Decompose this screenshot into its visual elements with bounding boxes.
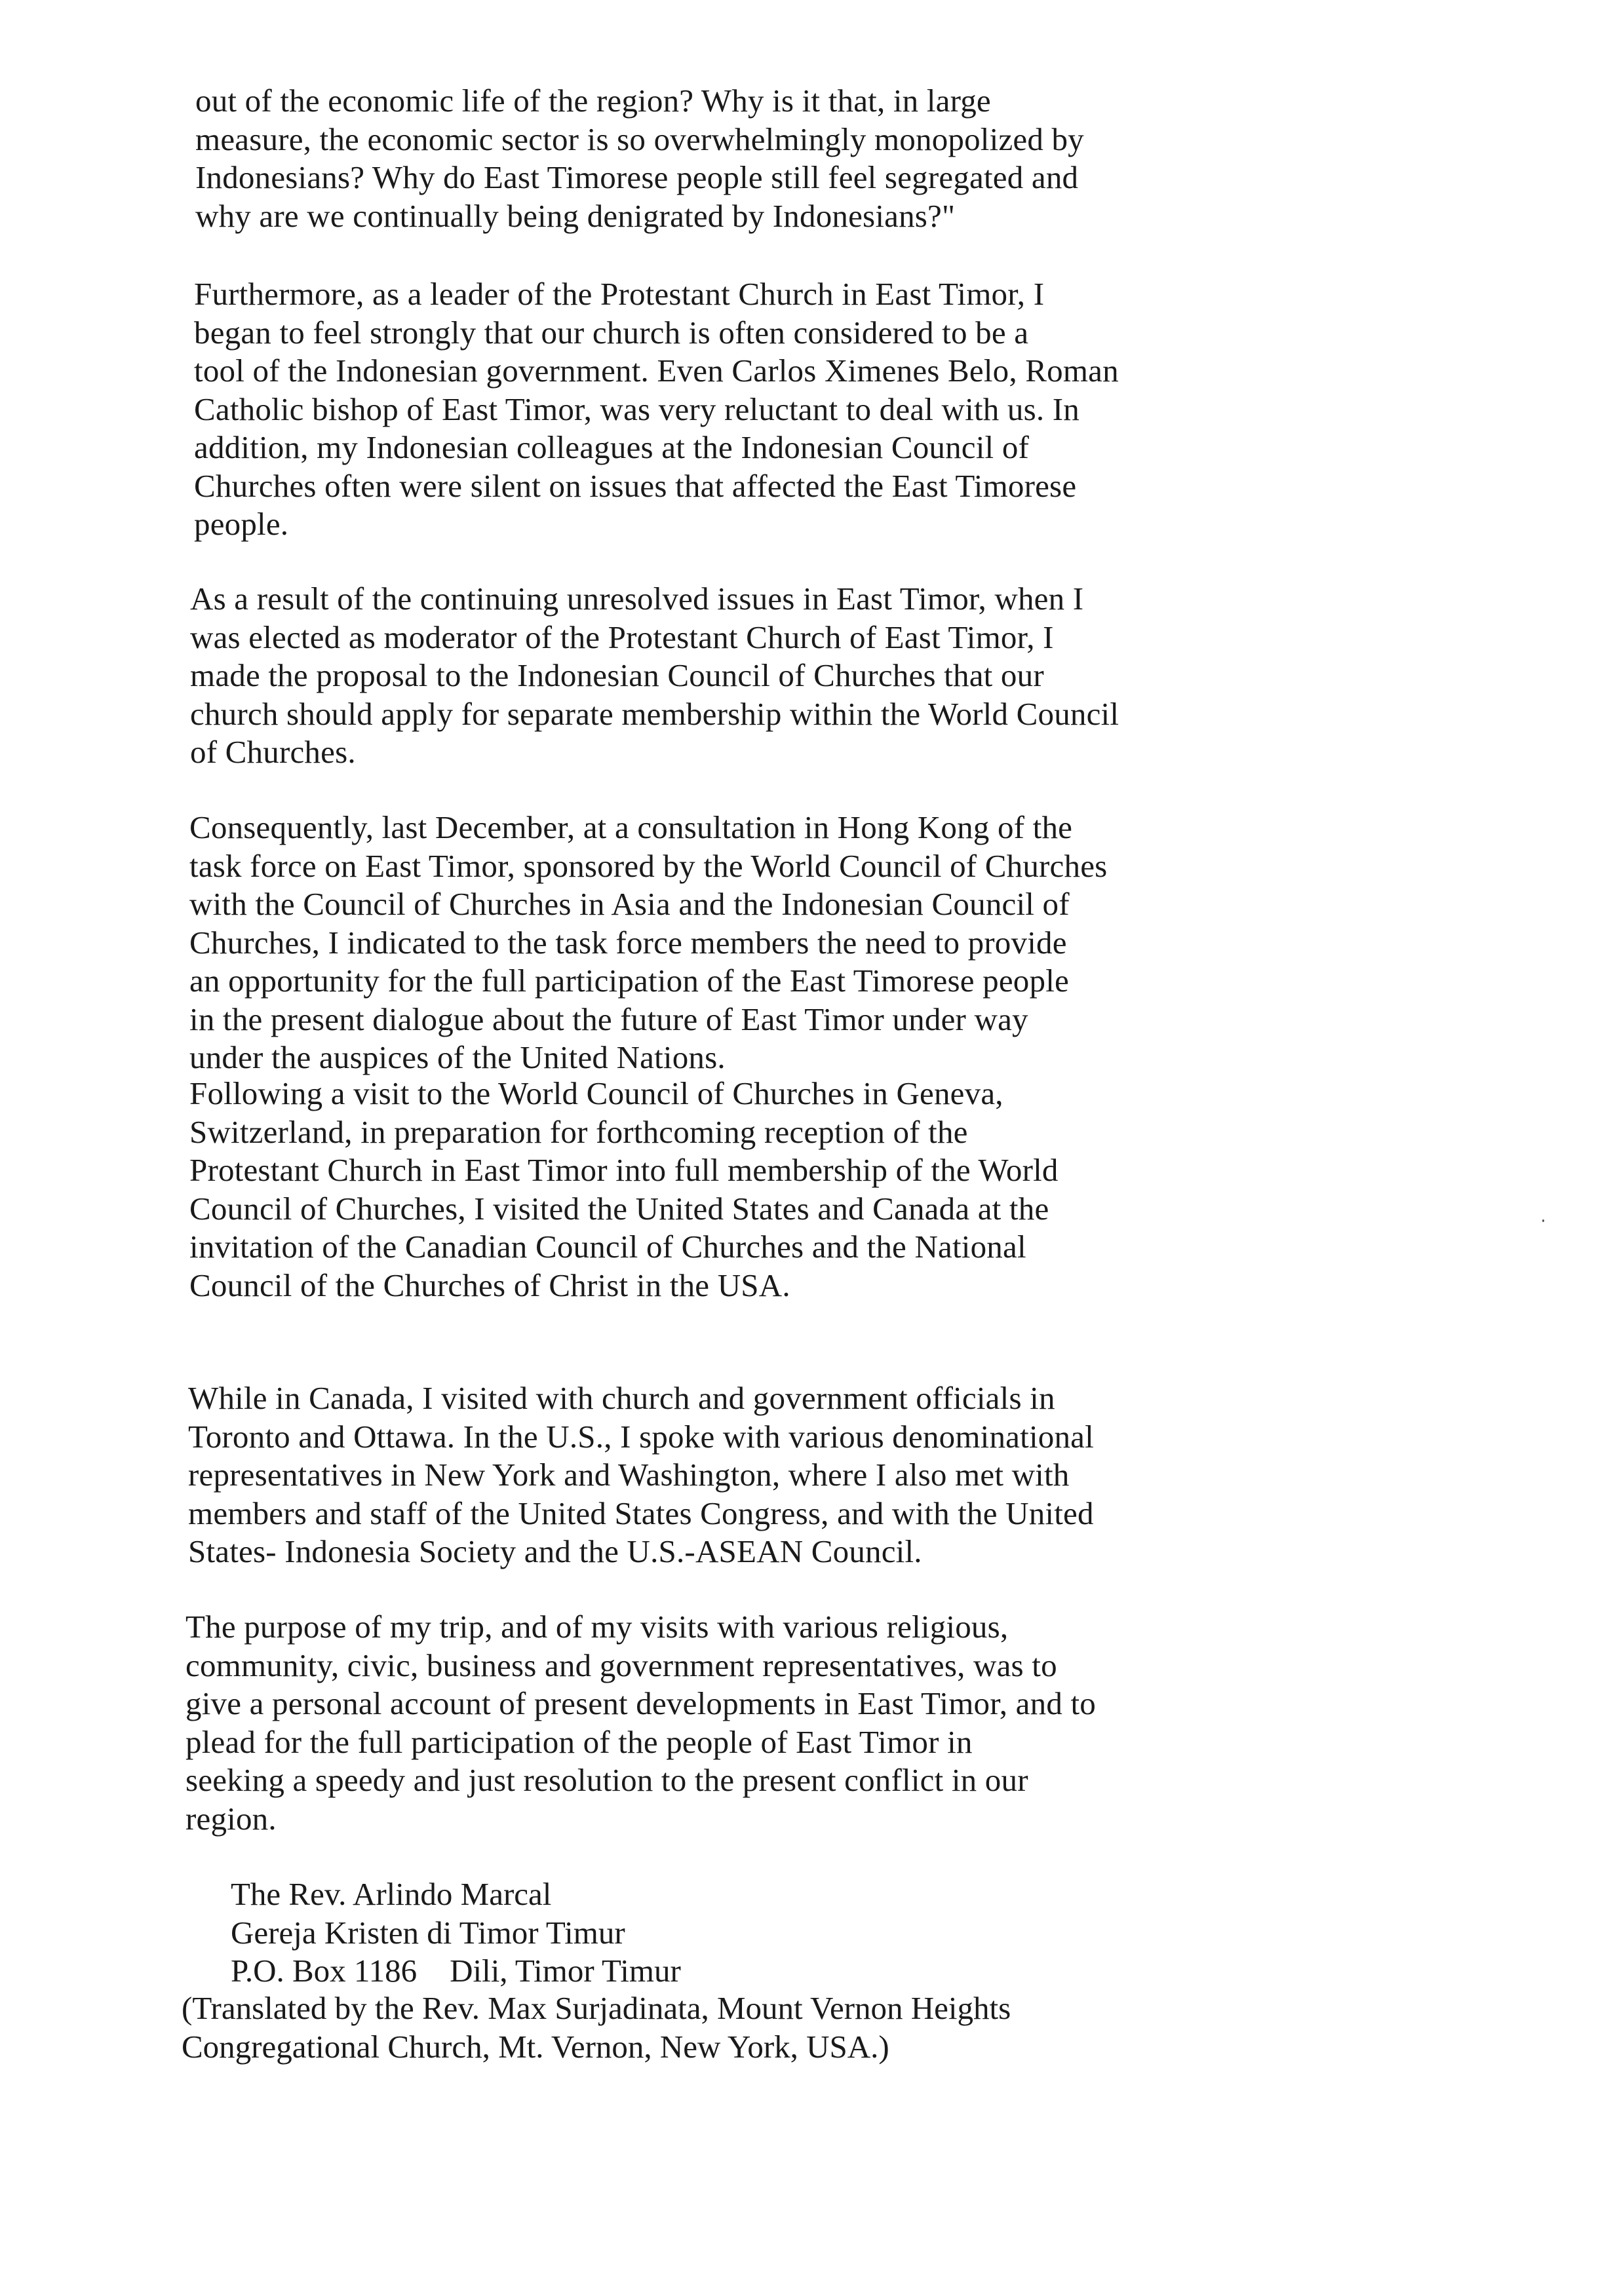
text-line: of Churches. bbox=[190, 734, 356, 770]
text-line: While in Canada, I visited with church and government officials in bbox=[188, 1380, 1055, 1416]
paragraph-5 bbox=[189, 1075, 1059, 1305]
text-line: measure, the economic sector is so overwhelmingly monopolized by bbox=[195, 121, 1084, 157]
paragraph-3 bbox=[190, 580, 1119, 772]
text-line: with the Council of Churches in Asia and the Indonesian Council of bbox=[189, 886, 1070, 922]
text-line: tool of the Indonesian government. Even Carlos Ximenes Belo, Roman bbox=[194, 353, 1119, 389]
text-line: community, civic, business and government representatives, was to bbox=[185, 1647, 1057, 1683]
text-line: members and staff of the United States Congress, and with the United bbox=[188, 1495, 1094, 1531]
translation-line: (Translated by the Rev. Max Surjadinata, Mount Vernon Heights bbox=[182, 1990, 1011, 2026]
text-line: Catholic bishop of East Timor, was very reluctant to deal with us. In bbox=[194, 391, 1080, 427]
text-line: representatives in New York and Washington, where I also met with bbox=[188, 1457, 1070, 1493]
signature-address bbox=[231, 1952, 681, 1991]
text-line: out of the economic life of the region? Why is it that, in large bbox=[195, 83, 991, 119]
text-line: addition, my Indonesian colleagues at the Indonesian Council of bbox=[194, 429, 1030, 465]
text-line: an opportunity for the full participation of the East Timorese people bbox=[189, 963, 1069, 999]
text-line: invitation of the Canadian Council of Churches and the National bbox=[189, 1229, 1026, 1265]
text-line: Indonesians? Why do East Timorese people still feel segregated and bbox=[195, 159, 1079, 195]
text-line: in the present dialogue about the future of East Timor under way bbox=[189, 1001, 1028, 1037]
paragraph-6 bbox=[188, 1379, 1094, 1571]
paragraph-7 bbox=[185, 1608, 1096, 1838]
text-line: why are we continually being denigrated by Indonesians?" bbox=[195, 197, 956, 234]
text-line: church should apply for separate membership within the World Council bbox=[190, 695, 1119, 732]
text-line: As a result of the continuing unresolved issues in East Timor, when I bbox=[190, 581, 1084, 617]
signature-block bbox=[231, 1875, 681, 1991]
po-box: P.O. Box 1186 bbox=[231, 1953, 418, 1989]
text-line: task force on East Timor, sponsored by the World Council of Churches bbox=[189, 847, 1108, 884]
paragraph-2 bbox=[194, 275, 1119, 544]
translation-line: Congregational Church, Mt. Vernon, New York, USA.) bbox=[182, 2028, 889, 2065]
text-line: Churches often were silent on issues that affected the East Timorese bbox=[194, 467, 1077, 504]
text-line: under the auspices of the United Nations. bbox=[189, 1039, 726, 1075]
text-line: region. bbox=[185, 1800, 277, 1837]
city: Dili, Timor Timur bbox=[450, 1953, 681, 1989]
text-line: The purpose of my trip, and of my visits with various religious, bbox=[185, 1609, 1009, 1645]
text-line: began to feel strongly that our church is often considered to be a bbox=[194, 314, 1029, 351]
text-line: Protestant Church in East Timor into full membership of the World bbox=[189, 1152, 1059, 1188]
text-line: Following a visit to the World Council of Churches in Geneva, bbox=[189, 1075, 1003, 1111]
translation-note bbox=[182, 1989, 1011, 2066]
text-line: made the proposal to the Indonesian Council of Churches that our bbox=[190, 657, 1044, 693]
text-line: Council of the Churches of Christ in the USA. bbox=[189, 1267, 790, 1303]
text-line: seeking a speedy and just resolution to the present conflict in our bbox=[185, 1762, 1028, 1798]
signature-name: The Rev. Arlindo Marcal bbox=[231, 1876, 552, 1912]
paragraph-4 bbox=[189, 809, 1107, 1077]
text-line: Council of Churches, I visited the United States and Canada at the bbox=[189, 1190, 1049, 1227]
text-line: people. bbox=[194, 506, 289, 542]
scan-speck bbox=[1542, 1219, 1544, 1222]
text-line: States- Indonesia Society and the U.S.-ASEAN Council. bbox=[188, 1533, 922, 1569]
text-line: Furthermore, as a leader of the Protestant Church in East Timor, I bbox=[194, 276, 1045, 312]
text-line: plead for the full participation of the people of East Timor in bbox=[185, 1723, 973, 1760]
text-line: Switzerland, in preparation for forthcoming reception of the bbox=[189, 1113, 968, 1150]
text-line: Toronto and Ottawa. In the U.S., I spoke with various denominational bbox=[188, 1418, 1094, 1455]
text-line: Churches, I indicated to the task force members the need to provide bbox=[189, 924, 1067, 961]
text-line: give a personal account of present developments in East Timor, and to bbox=[185, 1685, 1096, 1721]
signature-church: Gereja Kristen di Timor Timur bbox=[231, 1914, 625, 1951]
text-line: was elected as moderator of the Protestant Church of East Timor, I bbox=[190, 619, 1054, 655]
text-line: Consequently, last December, at a consultation in Hong Kong of the bbox=[189, 809, 1073, 845]
paragraph-1 bbox=[195, 82, 1084, 235]
